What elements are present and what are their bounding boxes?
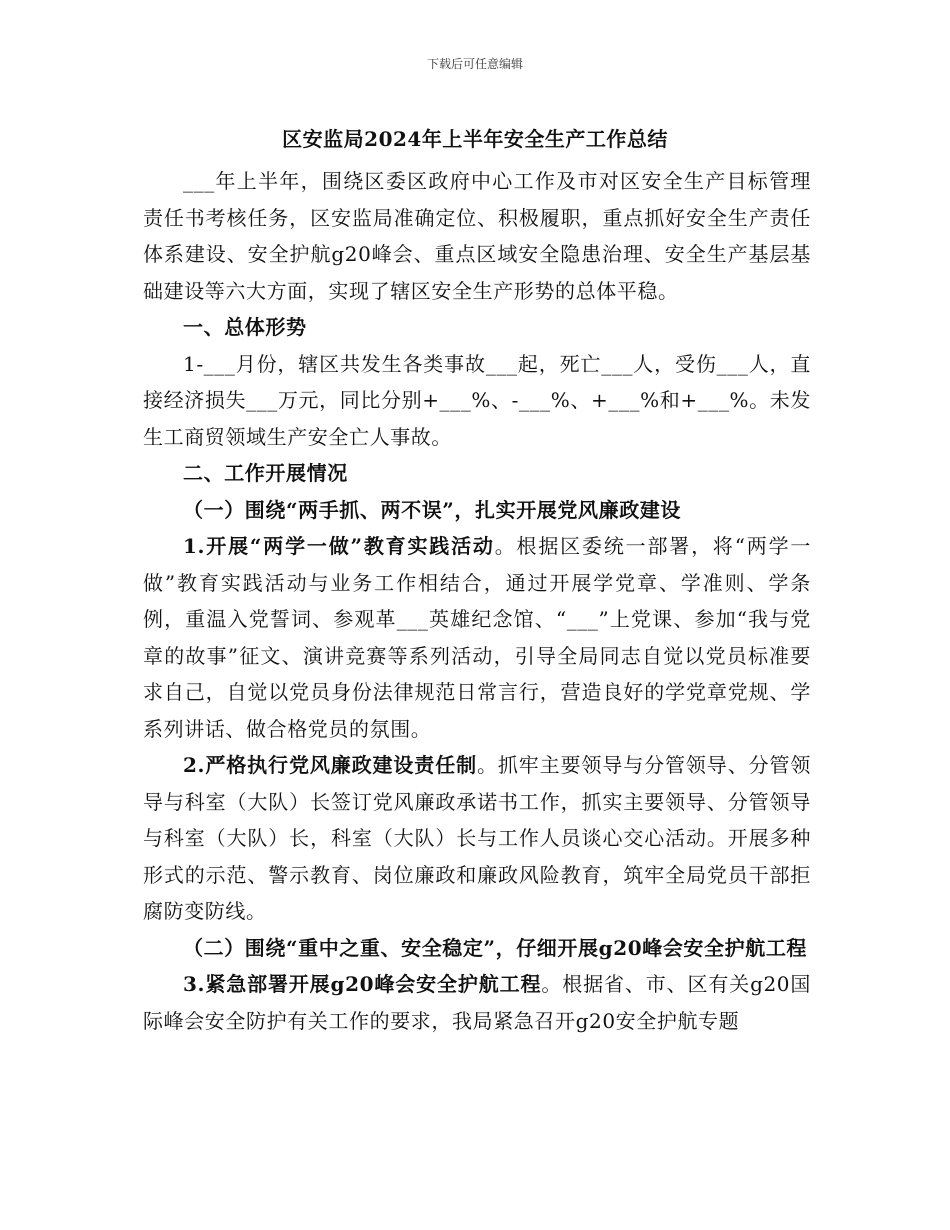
- header-note: 下载后可任意编辑: [426, 57, 523, 71]
- intro-paragraph: ___年上半年，围绕区委区政府中心工作及市对区安全生产目标管理责任书考核任务，区安监局准确定位、积极履职，重点抓好安全生产责任体系建设、安全护航g20峰会、重点区域安全隐患治理、安全生产基层基础建设等六大方面，实现了辖区安全生产形势的总体平稳。: [143, 169, 811, 303]
- item-1-title: 1.开展“两学一做”教育实践活动: [183, 534, 495, 558]
- item-2-paragraph: [143, 747, 811, 930]
- item-1-paragraph: [143, 528, 811, 747]
- item-1-text: 。根据区委统一部署，将“两学一做”教育实践活动与业务工作相结合，通过开展学党章、学准则、学条例，重温入党誓词、参观革___英雄纪念馆、“___”上党课、参加“我与党章的故事”征文、演讲竞赛等系列活动，引导全局同志自觉以党员标准要求自己，自觉以党员身份法律规范日常言行，营造良好的学党章党规、学系列讲话、做合格党员的氛围。: [143, 534, 811, 741]
- item-2-title: 2.严格执行党风廉政建设责任制: [183, 753, 477, 777]
- document-title: 区安监局2024年上半年安全生产工作总结: [282, 127, 668, 151]
- item-3-title: 3.紧急部署开展g20峰会安全护航工程: [183, 972, 542, 996]
- item-2-text: 。抓牢主要领导与分管领导、分管领导与科室（大队）长签订党风廉政承诺书工作，抓实主要领导、分管领导与科室（大队）长，科室（大队）长与工作人员谈心交心活动。开展多种形式的示范、警示教育、岗位廉政和廉政风险教育，筑牢全局党员干部拒腐防变防线。: [143, 753, 811, 923]
- section-heading-overall: 一、总体形势: [183, 315, 307, 339]
- item-3-paragraph: [143, 966, 811, 1039]
- subsection-heading-1: （一）围绕“两手抓、两不误”，扎实开展党风廉政建设: [183, 497, 682, 522]
- subsection-heading-2: （二）围绕“重中之重、安全稳定”，仔细开展g20峰会安全护航工程: [183, 935, 808, 960]
- overall-paragraph: 1-___月份，辖区共发生各类事故___起，死亡___人，受伤___人，直接经济损失___万元，同比分别+___%、-___%、+___%和+___%。未发生工商贸领域生产安全亡人事故。: [143, 351, 811, 449]
- item-3-text: 。根据省、市、区有关g20国际峰会安全防护有关工作的要求，我局紧急召开g20安全护航专题: [143, 972, 811, 1033]
- document-body: [143, 163, 811, 1039]
- section-heading-work: 二、工作开展情况: [183, 461, 348, 485]
